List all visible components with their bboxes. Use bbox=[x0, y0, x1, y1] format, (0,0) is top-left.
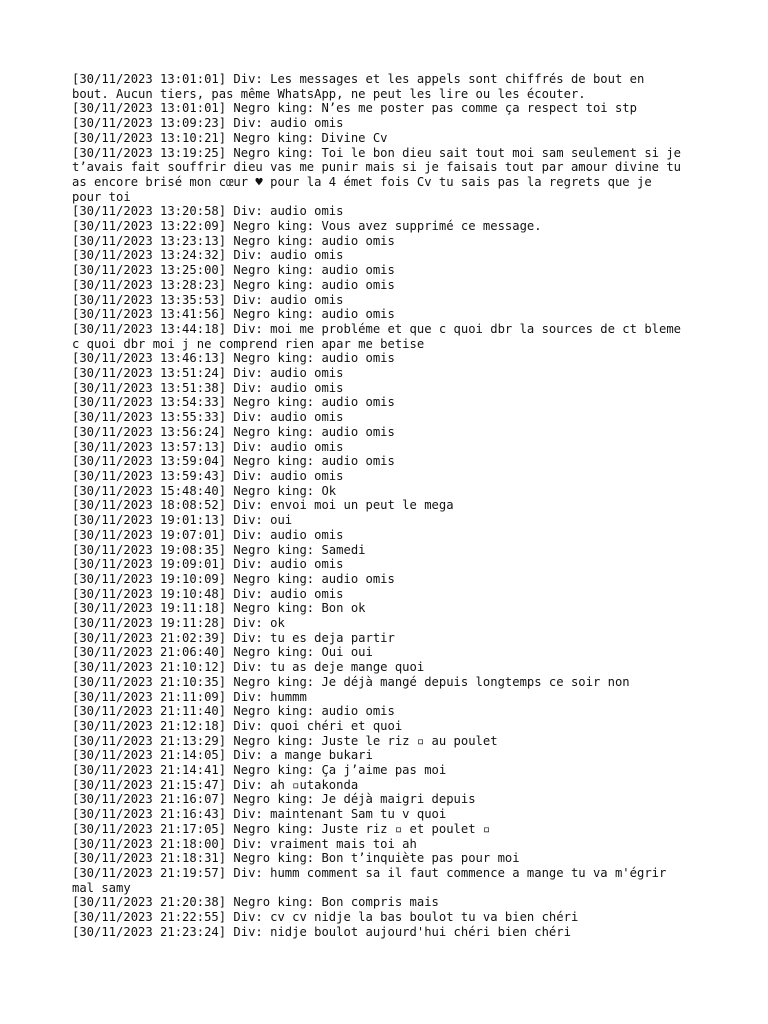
chat-message-line: [30/11/2023 21:20:38] Negro king: Bon compris mais bbox=[72, 895, 439, 910]
chat-message-line: [30/11/2023 19:10:48] Div: audio omis bbox=[72, 586, 344, 601]
chat-message-line: [30/11/2023 21:16:07] Negro king: Je déjà maigri depuis bbox=[72, 792, 476, 807]
chat-message-line: [30/11/2023 21:19:57] Div: humm comment sa il faut commence a mange tu va m'égrir mal samy bbox=[72, 865, 667, 895]
chat-message-line: [30/11/2023 13:23:13] Negro king: audio omis bbox=[72, 233, 395, 248]
chat-message-line: [30/11/2023 13:41:56] Negro king: audio omis bbox=[72, 307, 395, 322]
chat-message-line: [30/11/2023 21:15:47] Div: ah ▫utakonda bbox=[72, 777, 359, 792]
chat-message-line: [30/11/2023 21:02:39] Div: tu es deja partir bbox=[72, 630, 395, 645]
chat-message-line: [30/11/2023 21:06:40] Negro king: Oui oui bbox=[72, 645, 373, 660]
chat-message-line: [30/11/2023 13:20:58] Div: audio omis bbox=[72, 204, 344, 219]
chat-message-line: [30/11/2023 21:10:35] Negro king: Je déjà mangé depuis longtemps ce soir non bbox=[72, 674, 630, 689]
chat-message-line: [30/11/2023 13:46:13] Negro king: audio omis bbox=[72, 351, 395, 366]
chat-message-line: [30/11/2023 13:01:01] Negro king: N’es me poster pas comme ça respect toi stp bbox=[72, 101, 637, 116]
chat-message-line: [30/11/2023 13:44:18] Div: moi me probléme et que c quoi dbr la sources de ct bleme c quoi dbr moi j ne comprend rien apar me betise bbox=[72, 321, 682, 351]
chat-message-line: [30/11/2023 19:09:01] Div: audio omis bbox=[72, 557, 344, 572]
chat-message-line: [30/11/2023 13:10:21] Negro king: Divine Cv bbox=[72, 130, 388, 145]
chat-message-line: [30/11/2023 15:48:40] Negro king: Ok bbox=[72, 483, 337, 498]
chat-message-line: [30/11/2023 13:35:53] Div: audio omis bbox=[72, 292, 344, 307]
chat-message-line: [30/11/2023 21:14:41] Negro king: Ça j’aime pas moi bbox=[72, 763, 447, 778]
chat-message-line: [30/11/2023 19:07:01] Div: audio omis bbox=[72, 527, 344, 542]
chat-message-line: [30/11/2023 19:11:28] Div: ok bbox=[72, 616, 285, 631]
chat-message-line: [30/11/2023 13:51:24] Div: audio omis bbox=[72, 366, 344, 381]
chat-message-line: [30/11/2023 13:09:23] Div: audio omis bbox=[72, 116, 344, 131]
chat-message-line: [30/11/2023 21:22:55] Div: cv cv nidje la bas boulot tu va bien chéri bbox=[72, 910, 579, 925]
chat-message-line: [30/11/2023 21:13:29] Negro king: Juste le riz ▫ au poulet bbox=[72, 733, 498, 748]
chat-message-line: [30/11/2023 21:11:09] Div: hummm bbox=[72, 689, 307, 704]
chat-message-line: [30/11/2023 21:23:24] Div: nidje boulot aujourd'hui chéri bien chéri bbox=[72, 924, 571, 939]
chat-message-line: [30/11/2023 18:08:52] Div: envoi moi un peut le mega bbox=[72, 498, 454, 513]
chat-message-line: [30/11/2023 21:10:12] Div: tu as deje mange quoi bbox=[72, 660, 425, 675]
chat-message-line: [30/11/2023 13:25:00] Negro king: audio omis bbox=[72, 263, 395, 278]
chat-message-line: [30/11/2023 21:11:40] Negro king: audio omis bbox=[72, 704, 395, 719]
chat-message-line: [30/11/2023 13:55:33] Div: audio omis bbox=[72, 410, 344, 425]
chat-message-line: [30/11/2023 13:22:09] Negro king: Vous avez supprimé ce message. bbox=[72, 219, 542, 234]
chat-message-line: [30/11/2023 21:18:31] Negro king: Bon t’inquiète pas pour moi bbox=[72, 851, 520, 866]
chat-message-line: [30/11/2023 19:08:35] Negro king: Samedi bbox=[72, 542, 366, 557]
chat-message-line: [30/11/2023 13:59:04] Negro king: audio omis bbox=[72, 454, 395, 469]
chat-message-line: [30/11/2023 19:01:13] Div: oui bbox=[72, 513, 293, 528]
chat-message-line: [30/11/2023 13:19:25] Negro king: Toi le bon dieu sait tout moi sam seulement si je t’avais fait souffrir dieu vas me punir mais si je faisais tout par amour divine tu as encore brisé mon cœur ♥ pour la 4 émet fois Cv tu sais pas la regrets que je pour toi bbox=[72, 145, 682, 204]
chat-message-line: [30/11/2023 13:54:33] Negro king: audio omis bbox=[72, 395, 395, 410]
chat-transcript bbox=[72, 72, 698, 939]
chat-message-line: [30/11/2023 21:16:43] Div: maintenant Sam tu v quoi bbox=[72, 807, 447, 822]
chat-message-line: [30/11/2023 13:01:01] Div: Les messages et les appels sont chiffrés de bout en bout. Aucun tiers, pas même WhatsApp, ne peut les lire ou les écouter. bbox=[72, 72, 645, 101]
chat-message-line: [30/11/2023 21:17:05] Negro king: Juste riz ▫ et poulet ▫ bbox=[72, 821, 491, 836]
chat-message-line: [30/11/2023 13:51:38] Div: audio omis bbox=[72, 380, 344, 395]
chat-message-line: [30/11/2023 13:24:32] Div: audio omis bbox=[72, 248, 344, 263]
chat-message-line: [30/11/2023 13:59:43] Div: audio omis bbox=[72, 468, 344, 483]
chat-message-line: [30/11/2023 13:57:13] Div: audio omis bbox=[72, 439, 344, 454]
chat-message-line: [30/11/2023 19:10:09] Negro king: audio omis bbox=[72, 571, 395, 586]
chat-message-line: [30/11/2023 21:14:05] Div: a mange bukari bbox=[72, 748, 373, 763]
chat-message-line: [30/11/2023 21:12:18] Div: quoi chéri et quoi bbox=[72, 718, 403, 733]
chat-message-line: [30/11/2023 19:11:18] Negro king: Bon ok bbox=[72, 601, 366, 616]
chat-message-line: [30/11/2023 13:28:23] Negro king: audio omis bbox=[72, 277, 395, 292]
chat-message-line: [30/11/2023 13:56:24] Negro king: audio omis bbox=[72, 424, 395, 439]
chat-message-line: [30/11/2023 21:18:00] Div: vraiment mais toi ah bbox=[72, 836, 417, 851]
